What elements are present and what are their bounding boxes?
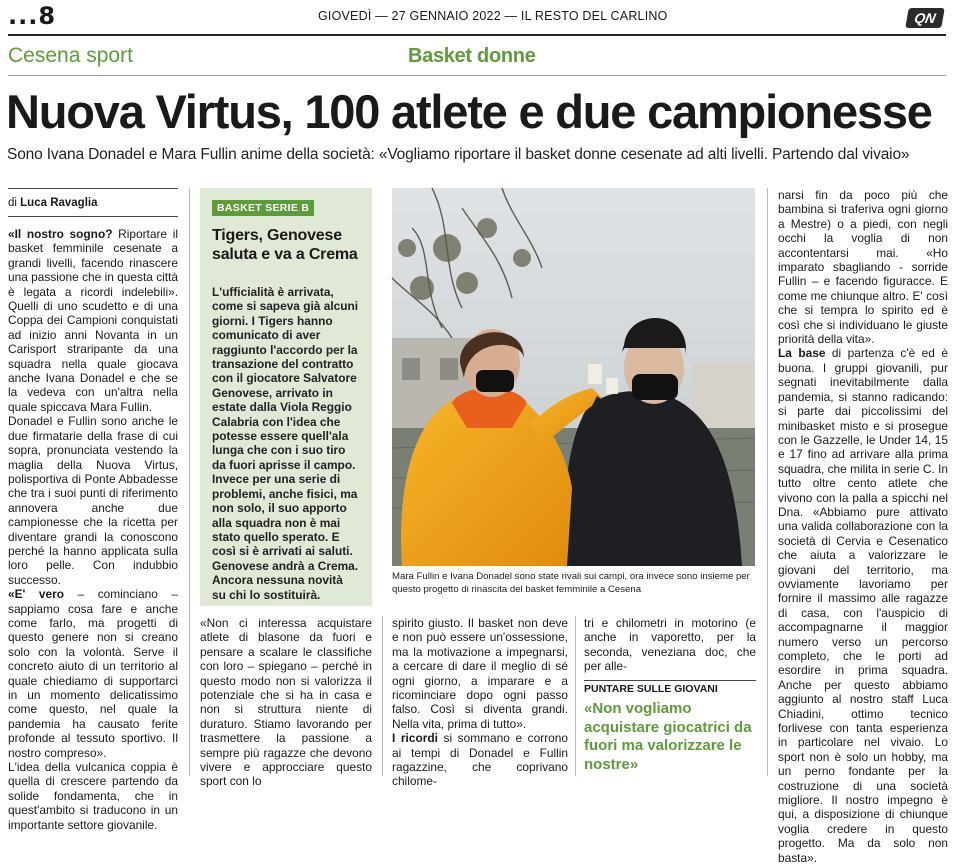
qn-logo: QN	[905, 8, 945, 28]
lead-in: «E' vero	[8, 587, 65, 602]
article-column-3	[392, 616, 568, 789]
paragraph-text: – cominciano – sappiamo cosa fare e anche come farlo, ma progetti di questo genere non si creano solo con la volontà. Serve il concreto aiuto di un territorio al quale chiediamo di supportarci in un momento delicatissimo come questo, nel quale la pandemia ha causato ferite profonde al tessuto sportivo. Il nostro compreso».	[8, 587, 178, 760]
byline	[8, 197, 98, 209]
column-divider	[382, 616, 383, 776]
column-divider	[767, 188, 768, 776]
byline-rule-bottom	[8, 216, 178, 217]
photo-caption: Mara Fullin e Ivana Donadel sono state rivali sui campi, ora invece sono insieme per questo progetto di rinascita del basket femminile a Cesena	[392, 571, 750, 595]
paragraph: L'idea della vulcanica coppia è quella di crescere partendo da solide fondamenta, che in quest'ambito si traducono in un importante settore giovanile.	[8, 760, 178, 832]
dateline: GIOVEDÌ — 27 GENNAIO 2022 — IL RESTO DEL CARLINO	[318, 9, 668, 23]
section-label: Cesena sport	[8, 44, 133, 67]
page-number: ...8	[8, 2, 57, 30]
paragraph: Donadel e Fullin sono anche le due firmatarie della frase di cui sopra, pronunciata vestendo la maglia della Nuova Virtus, polisportiva di Ponte Abbadesse che tra i suoi punti di riferimento annovera anche due campionesse che la ricetta per diventare grandi la conoscono perché la hanno applicata sulla loro pelle. Con indubbio successo.	[8, 414, 178, 587]
paragraph: narsi fin da poco più che bambina si traferiva ogni giorno a Mestre) o a piedi, con negli occhi la voglia di non accontentarsi mai. «Ho imparato sbagliando - sorride Fullin – e facendo figuracce. E come me chiunque altro. E' così che si tempra lo spirito ed è così che si individuano le giuste priorità della vita».	[778, 188, 948, 347]
sidebar-title: Tigers, Genovese saluta e va a Crema	[212, 227, 358, 263]
sidebar-box	[200, 188, 372, 606]
lead-in: La base	[778, 346, 826, 361]
article-column-2: «Non ci interessa acquistare atlete di blasone da fuori e pensare a scalare le classifiche con loro – spiegano – perché in questo modo non si valorizza il potenziale che si ha in casa e non si struttura niente di duraturo. Stiamo lavorando per trasmettere la passione a sempre più ragazze che devono vivere e approcciare questo sport con lo	[200, 616, 372, 789]
byline-prefix: di	[8, 197, 17, 209]
article-column-1	[8, 227, 178, 832]
paragraph	[778, 346, 948, 865]
paragraph	[8, 587, 178, 760]
sidebar-tag: BASKET SERIE B	[212, 200, 314, 216]
paragraph-text: di partenza c'è ed è buona. I gruppi giovanili, pur segnati inevitabilmente dalla pandemia, si stanno radicando: si parte dai piccolissimi del minibasket misto e si prosegue con le Gazzelle, le Under 14, 15 e 17 fino ad arrivare alla prima squadra, che milita in serie C. In tutto oltre cento atlete che vivono con la palla a spicchi nel Dna. «Abbiamo pure attivato una valida collaborazione con la società di Cervia e Cesenatico che aiuta a valorizzare le giovani del territorio, ma ovviamente lavoriamo per fornire il massimo alle ragazze di casa, con l'auspicio di accompagnarne il maggior numero verso un percorso completo, che le porti ad esordire in prima squadra. Anche per questo abbiamo aggiunto al nostro staff Luca Chiadini, ottimo tecnico forlivese con tanta esperienza in particolare nel vivaio. Lo sport non è solo un hobby, ma un perno fondante per la costruzione di una società migliore. Il nostro impegno è qui, a disposizione di chiunque voglia credere in questo progetto. Ma da solo non basta».	[778, 346, 948, 865]
lead-in: I ricordi	[392, 731, 438, 746]
paragraph	[8, 227, 178, 414]
paragraph-text: Riportare il basket femminile cesenate a grandi livelli, facendo rinascere una passione che in questa città è legata a ricordi indelebili». Quelli di uno scudetto e di una Coppa dei Campioni conquistati ad inizio anni Novanta in un Carisport straripante da una squadra nella quale giocava anche Ivana Donadel e che se la vedeva con un'altra nella quale spiccava Mara Fullin.	[8, 227, 178, 414]
pullquote: «Non vogliamo acquistare giocatrici da fuori ma valorizzare le nostre»	[584, 700, 752, 773]
paragraph-text: si sommano e corrono ai tempi di Donadel e Fullin ragazzine, che coprivano chilome-	[392, 731, 568, 789]
article-column-4: tri e chilometri in motorino (e anche in vaporetto, per la seconda, veneziana doc, che per alle-	[584, 616, 756, 674]
topic-label: Basket donne	[408, 45, 536, 67]
subheadline: Sono Ivana Donadel e Mara Fullin anime della società: «Vogliamo riportare il basket donne cesenate ad alti livelli. Partendo dal vivaio»	[7, 146, 910, 163]
paragraph	[392, 731, 568, 789]
paragraph: spirito giusto. Il basket non deve e non può essere un'ossessione, ma la motivazione a impegnarsi, a cercare di dare il meglio di sé ogni giorno, a imparare e a ricominciare dopo ogni passo falso. Così si diventa grandi. Nella vita, prima di tutto».	[392, 616, 568, 731]
top-rule	[8, 34, 946, 36]
page-header	[0, 0, 955, 36]
section-rule	[8, 75, 946, 76]
column-divider	[575, 616, 576, 776]
pullquote-label: PUNTARE SULLE GIOVANI	[584, 683, 718, 695]
byline-author: Luca Ravaglia	[20, 197, 98, 209]
article-column-5	[778, 188, 948, 865]
column-divider	[189, 188, 190, 776]
article-photo	[392, 188, 755, 566]
lead-in: «Il nostro sogno?	[8, 227, 113, 241]
photo-illustration	[392, 188, 755, 566]
byline-rule	[8, 188, 178, 189]
sidebar-body: L'ufficialità è arrivata, come si sapeva già alcuni giorni. I Tigers hanno comunicato di aver raggiunto l'accordo per la transazione del contratto con il giocatore Salvatore Genovese, arrivato in estate dalla Viola Reggio Calabria con l'idea che potesse essere quell'ala lunga che con i suo tiro da fuori aprisse il campo. Invece per una serie di problemi, anche fisici, ma non solo, il suo apporto alla squadra non è mai stato quello sperato. E così si è arrivati ai saluti. Genovese andrà a Crema. Ancora nessuna novità su chi lo sostituirà.	[212, 285, 359, 602]
pullquote-rule	[584, 680, 756, 681]
headline: Nuova Virtus, 100 atlete e due campionesse	[6, 85, 932, 138]
